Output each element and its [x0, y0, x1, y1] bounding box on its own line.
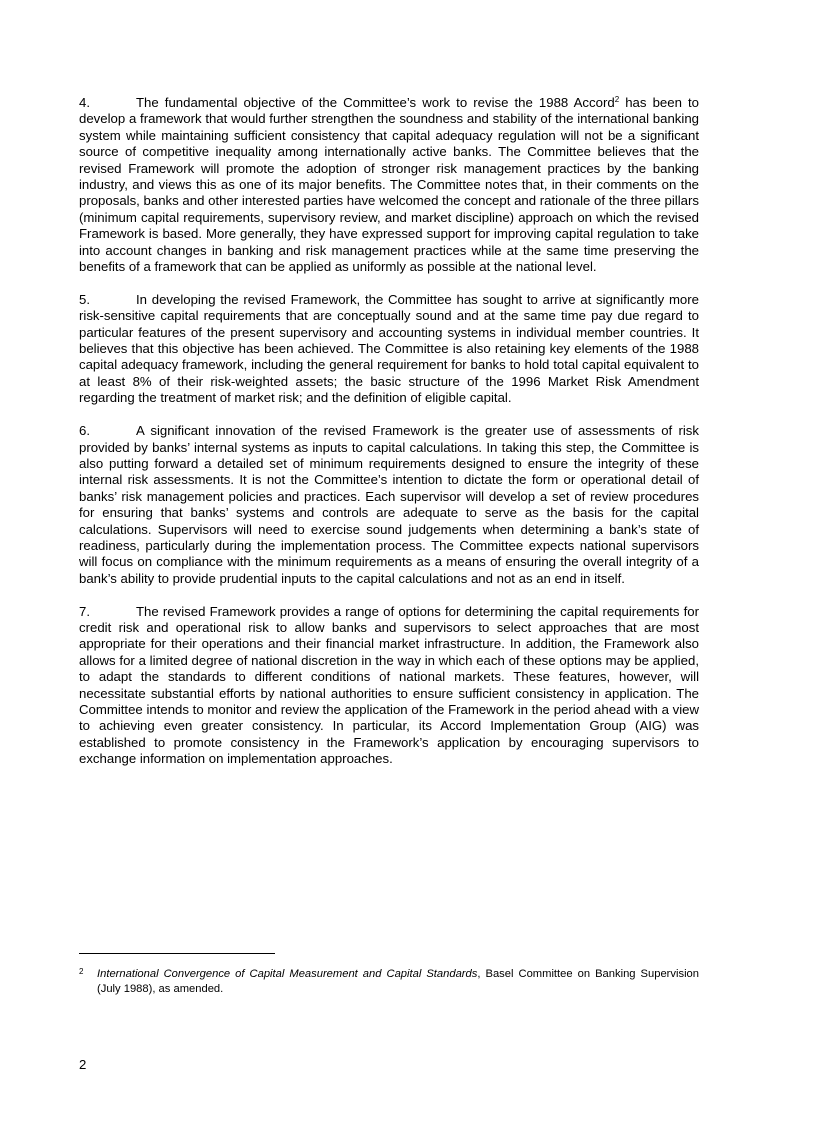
paragraph-number: 4. — [79, 95, 90, 110]
body-text — [79, 95, 699, 784]
page-number: 2 — [79, 1057, 87, 1072]
paragraph-number: 6. — [79, 423, 90, 439]
paragraph-text: A significant innovation of the revised Framework is the greater use of assessments of risk provided by banks’ internal systems as inputs to capital calculations. In taking this step, the Committee is also putting forward a detailed set of minimum requirements designed to ensure the integrity of these internal risk assessments. It is not the Committee’s intention to dictate the form or operational detail of banks’ risk management policies and practices. Each supervisor will develop a set of review procedures for ensuring that banks’ systems and controls are adequate to serve as the basis for the capital calculations. Supervisors will need to exercise sound judgements when determining a bank’s state of readiness, particularly during the implementation process. The Committee expects national supervisors will focus on compliance with the minimum requirements as a means of ensuring the overall integrity of a bank’s ability to provide prudential inputs to the capital calculations and not as an end in itself. — [79, 423, 699, 586]
paragraph-text-before-ref: The fundamental objective of the Committee’s work to revise the 1988 Accord — [136, 95, 615, 110]
paragraph-text: In developing the revised Framework, the Committee has sought to arrive at significantly more risk-sensitive capital requirements that are conceptually sound and at the same time pay due regard to particular features of the present supervisory and accounting systems in individual member countries. It believes that this objective has been achieved. The Committee is also retaining key elements of the 1988 capital adequacy framework, including the general requirement for banks to hold total capital equivalent to at least 8% of their risk-weighted assets; the basic structure of the 1996 Market Risk Amendment regarding the treatment of market risk; and the definition of eligible capital. — [79, 291, 699, 406]
paragraph-6 — [79, 423, 699, 587]
footnote-separator — [79, 953, 275, 954]
footnote-citation-rest: , Basel Committee on Banking Supervision (July 1988), as amended. — [97, 968, 699, 995]
paragraph-4 — [79, 95, 699, 275]
footnote-text — [97, 967, 699, 997]
paragraph-number: 5. — [79, 291, 90, 307]
footnote-cited-title: International Convergence of Capital Measurement and Capital Standards — [97, 968, 478, 980]
paragraph-5 — [79, 292, 699, 407]
footnote — [79, 967, 699, 997]
paragraph-number: 7. — [79, 603, 90, 619]
paragraph-7 — [79, 604, 699, 768]
paragraph-text: The revised Framework provides a range of options for determining the capital requirements for credit risk and operational risk to allow banks and supervisors to select approaches that are most appropriate for their operations and their financial market infrastructure. In addition, the Framework also allows for a limited degree of national discretion in the way in which each of these options may be applied, to adapt the standards to different conditions of national markets. These features, however, will necessitate substantial efforts by national authorities to ensure sufficient consistency in application. The Committee intends to monitor and review the application of the Framework in the period ahead with a view to achieving even greater consistency. In particular, its Accord Implementation Group (AIG) was established to promote consistency in the Framework’s application by encouraging supervisors to exchange information on implementation approaches. — [79, 603, 699, 767]
paragraph-text: has been to develop a framework that would further strengthen the soundness and stability of the international banking system while maintaining sufficient consistency that capital adequacy regulation will not be a significant source of competitive inequality among internationally active banks. The Committee believes that the revised Framework will promote the adoption of stronger risk management practices by the banking industry, and views this as one of its major benefits. The Committee notes that, in their comments on the proposals, banks and other interested parties have welcomed the concept and rationale of the three pillars (minimum capital requirements, supervisory review, and market discipline) approach on which the revised Framework is based. More generally, they have expressed support for improving capital regulation to take into account changes in banking and risk management practices while at the same time preserving the benefits of a framework that can be applied as uniformly as possible at the national level. — [79, 95, 699, 275]
footnote-mark: 2 — [79, 967, 84, 976]
footnote-reference[interactable]: 2 — [614, 95, 620, 104]
